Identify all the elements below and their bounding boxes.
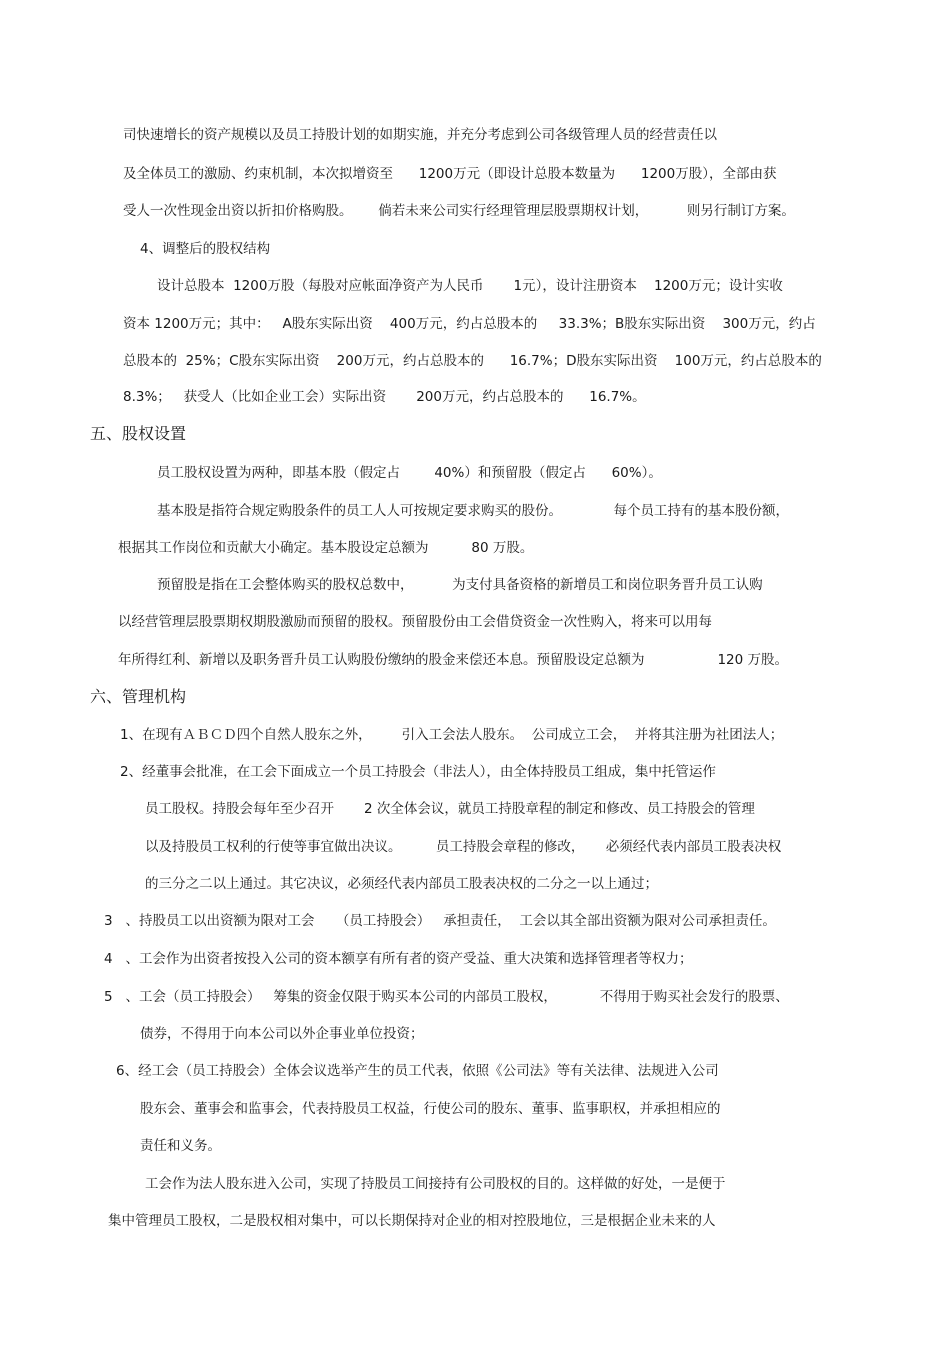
paragraph-line: 受人一次性现金出资以折扣价格购股。 倘若未来公司实行经理管理层股票期权计划， 则另行制订方案。 [123,203,795,219]
section-subheading: 4、调整后的股权结构 [140,241,271,257]
list-item: 6、经工会（员工持股会）全体会议选举产生的员工代表，依照《公司法》等有关法律、法规进入公司 [116,1063,719,1079]
list-item-continuation: 债券，不得用于向本公司以外企事业单位投资； [140,1026,424,1042]
paragraph-line: 年所得红利、新增以及职务晋升员工认购股份缴纳的股金来偿还本息。预留股设定总额为 120 万股。 [118,652,789,668]
list-item: 2、经董事会批准，在工会下面成立一个员工持股会（非法人），由全体持股员工组成，集中托管运作 [120,764,716,780]
paragraph-line: 总股本的 25%；C股东实际出资 200万元，约占总股本的 16.7%；D股东实际出资 100万元，约占总股本的 [123,353,822,369]
paragraph-line: 司快速增长的资产规模以及员工持股计划的如期实施，并充分考虑到公司各级管理人员的经营责任以 [123,127,717,143]
section-heading-6: 六、管理机构 [90,687,187,706]
paragraph-line: 集中管理员工股权，二是股权相对集中，可以长期保持对企业的相对控股地位，三是根据企业未来的人 [108,1213,716,1229]
list-item-continuation: 责任和义务。 [140,1138,221,1154]
list-item-continuation: 股东会、董事会和监事会，代表持股员工权益，行使公司的股东、董事、监事职权，并承担相应的 [140,1101,721,1117]
paragraph-line: 基本股是指符合规定购股条件的员工人人可按规定要求购买的股份。 每个员工持有的基本股份额， [157,503,789,519]
list-item-continuation: 员工股权。持股会每年至少召开 2 次全体会议，就员工持股章程的制定和修改、员工持股会的管理 [145,801,755,817]
paragraph-line: 以经营管理层股票期权期股激励而预留的股权。预留股份由工会借贷资金一次性购入，将来可以用每 [118,614,712,630]
paragraph-line: 根据其工作岗位和贡献大小确定。基本股设定总额为 80 万股。 [118,540,534,556]
paragraph-line: 设计总股本 1200万股（每股对应帐面净资产为人民币 1元），设计注册资本 1200万元；设计实收 [157,278,783,294]
list-item: 5 、工会（员工持股会） 筹集的资金仅限于购买本公司的内部员工股权， 不得用于购买社会发行的股票、 [104,989,789,1005]
list-item-continuation: 以及持股员工权利的行使等事宜做出决议。 员工持股会章程的修改， 必须经代表内部员工股表决权 [145,839,782,855]
paragraph-line: 员工股权设置为两种，即基本股（假定占 40%）和预留股（假定占 60%）。 [157,465,662,481]
section-heading-5: 五、股权设置 [90,424,187,443]
list-item: 3 、持股员工以出资额为限对工会 （员工持股会） 承担责任， 工会以其全部出资额为限对公司承担责任。 [104,913,776,929]
paragraph-line: 资本 1200万元；其中： A股东实际出资 400万元，约占总股本的 33.3%；B股东实际出资 300万元，约占 [123,316,816,332]
paragraph-line: 预留股是指在工会整体购买的股权总数中， 为支付具备资格的新增员工和岗位职务晋升员工认购 [157,577,763,593]
paragraph-line: 工会作为法人股东进入公司，实现了持股员工间接持有公司股权的目的。这样做的好处，一是便于 [145,1176,726,1192]
paragraph-line: 8.3%； 获受人（比如企业工会）实际出资 200万元，约占总股本的 16.7%。 [123,389,646,405]
list-item: 1、在现有ＡＢＣＤ四个自然人股东之外， 引入工会法人股东。 公司成立工会， 并将其注册为社团法人； [120,727,784,743]
list-item: 4 、工会作为出资者按投入公司的资本额享有所有者的资产受益、重大决策和选择管理者等权力； [104,951,693,967]
paragraph-line: 及全体员工的激励、约束机制，本次拟增资至 1200万元（即设计总股本数量为 1200万股），全部由获 [123,166,777,182]
list-item-continuation: 的三分之二以上通过。其它决议，必须经代表内部员工股表决权的二分之一以上通过； [145,876,658,892]
